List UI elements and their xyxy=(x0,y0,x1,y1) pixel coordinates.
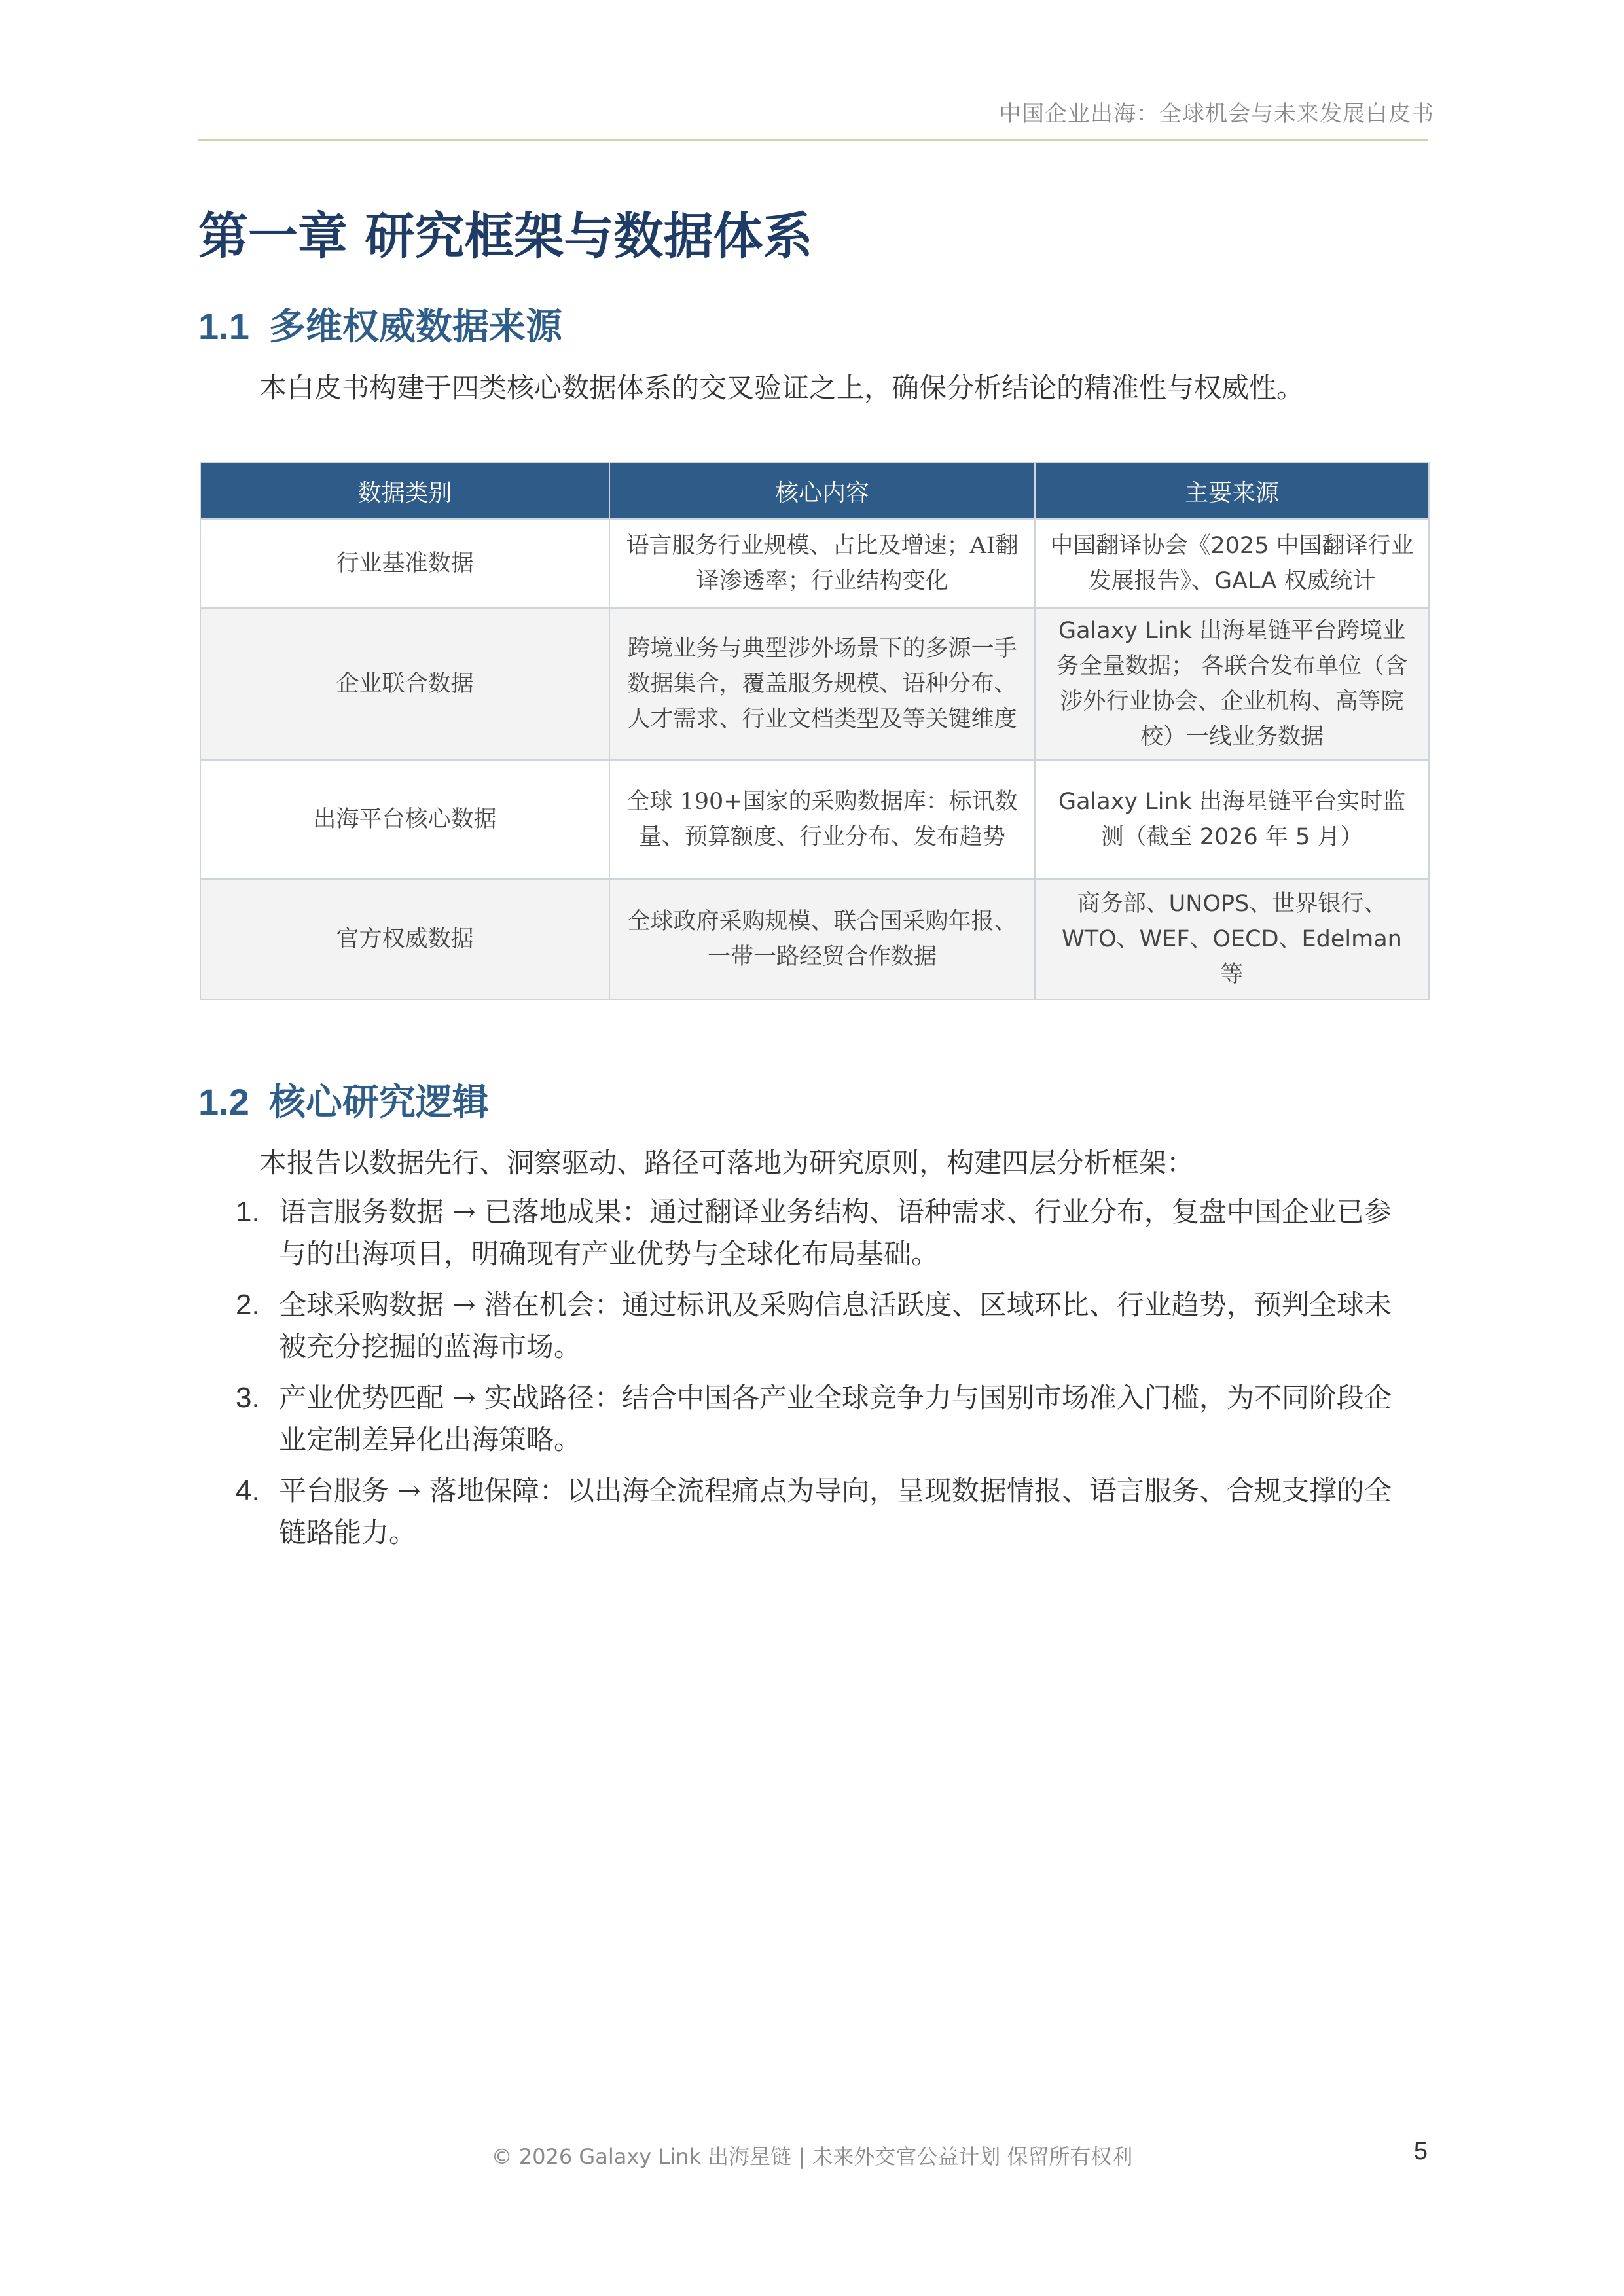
row-content: 跨境业务与典型涉外场景下的多源一手数据集合，覆盖服务规模、语种分布、人才需求、行业文档类型及等关键维度 xyxy=(609,608,1035,760)
table-header-row xyxy=(200,463,1429,519)
row-source: Galaxy Link 出海星链平台跨境业务全量数据； 各联合发布单位（含涉外行业协会、企业机构、高等院校）一线业务数据 xyxy=(1035,608,1429,760)
section-1-title: 多维权威数据来源 xyxy=(268,306,562,348)
list-item xyxy=(236,1377,1414,1461)
row-content: 全球 190+国家的采购数据库：标讯数量、预算额度、行业分布、发布趋势 xyxy=(609,760,1035,879)
header-divider xyxy=(198,139,1428,141)
research-logic-list xyxy=(236,1191,1414,1563)
list-item xyxy=(236,1191,1414,1275)
list-item xyxy=(236,1284,1414,1368)
row-source: Galaxy Link 出海星链平台实时监测（截至 2026 年 5 月） xyxy=(1035,760,1429,879)
table-header-content: 核心内容 xyxy=(609,463,1035,519)
table-row xyxy=(200,608,1429,760)
row-category: 企业联合数据 xyxy=(200,608,609,760)
table-row xyxy=(200,760,1429,879)
chapter-title: 第一章 研究框架与数据体系 xyxy=(198,207,813,265)
row-content: 语言服务行业规模、占比及增速；AI翻译渗透率；行业结构变化 xyxy=(609,519,1035,608)
section-1-number: 1.1 xyxy=(198,306,249,347)
section-2-heading xyxy=(198,1073,489,1126)
section-1-heading xyxy=(198,298,562,350)
row-source: 中国翻译协会《2025 中国翻译行业发展报告》、GALA 权威统计 xyxy=(1035,519,1429,608)
list-item-index: 4. xyxy=(236,1475,260,1507)
page-number: 5 xyxy=(1413,2138,1428,2165)
section-2-intro: 本报告以数据先行、洞察驱动、路径可落地为研究原则，构建四层分析框架： xyxy=(259,1147,1195,1179)
row-category: 行业基准数据 xyxy=(200,519,609,608)
table-row xyxy=(200,879,1429,999)
row-category: 出海平台核心数据 xyxy=(200,760,609,879)
table-header-category: 数据类别 xyxy=(200,463,609,519)
section-1-intro: 本白皮书构建于四类核心数据体系的交叉验证之上，确保分析结论的精准性与权威性。 xyxy=(259,372,1305,404)
section-2-number: 1.2 xyxy=(198,1081,249,1122)
list-item-text: 产业优势匹配 → 实战路径：结合中国各产业全球竞争力与国别市场准入门槛，为不同阶段企业定制差异化出海策略。 xyxy=(279,1382,1392,1456)
list-item-index: 3. xyxy=(236,1382,260,1414)
list-item-text: 全球采购数据 → 潜在机会：通过标讯及采购信息活跃度、区域环比、行业趋势，预判全球未被充分挖掘的蓝海市场。 xyxy=(279,1289,1392,1363)
data-sources-table xyxy=(200,462,1430,1000)
list-item-text: 语言服务数据 → 已落地成果：通过翻译业务结构、语种需求、行业分布，复盘中国企业已参与的出海项目，明确现有产业优势与全球化布局基础。 xyxy=(279,1196,1392,1270)
table-row xyxy=(200,519,1429,608)
list-item xyxy=(236,1470,1414,1554)
list-item-index: 2. xyxy=(236,1289,260,1321)
list-item-index: 1. xyxy=(236,1196,260,1228)
row-content: 全球政府采购规模、联合国采购年报、一带一路经贸合作数据 xyxy=(609,879,1035,999)
running-header: 中国企业出海：全球机会与未来发展白皮书 xyxy=(999,101,1434,127)
footer-copyright: © 2026 Galaxy Link 出海星链 | 未来外交官公益计划 保留所有权利 xyxy=(491,2144,1133,2169)
row-source: 商务部、UNOPS、世界银行、WTO、WEF、OECD、Edelman 等 xyxy=(1035,879,1429,999)
row-category: 官方权威数据 xyxy=(200,879,609,999)
list-item-text: 平台服务 → 落地保障：以出海全流程痛点为导向，呈现数据情报、语言服务、合规支撑的全链路能力。 xyxy=(279,1475,1392,1549)
table-header-source: 主要来源 xyxy=(1035,463,1429,519)
section-2-title: 核心研究逻辑 xyxy=(268,1081,489,1124)
